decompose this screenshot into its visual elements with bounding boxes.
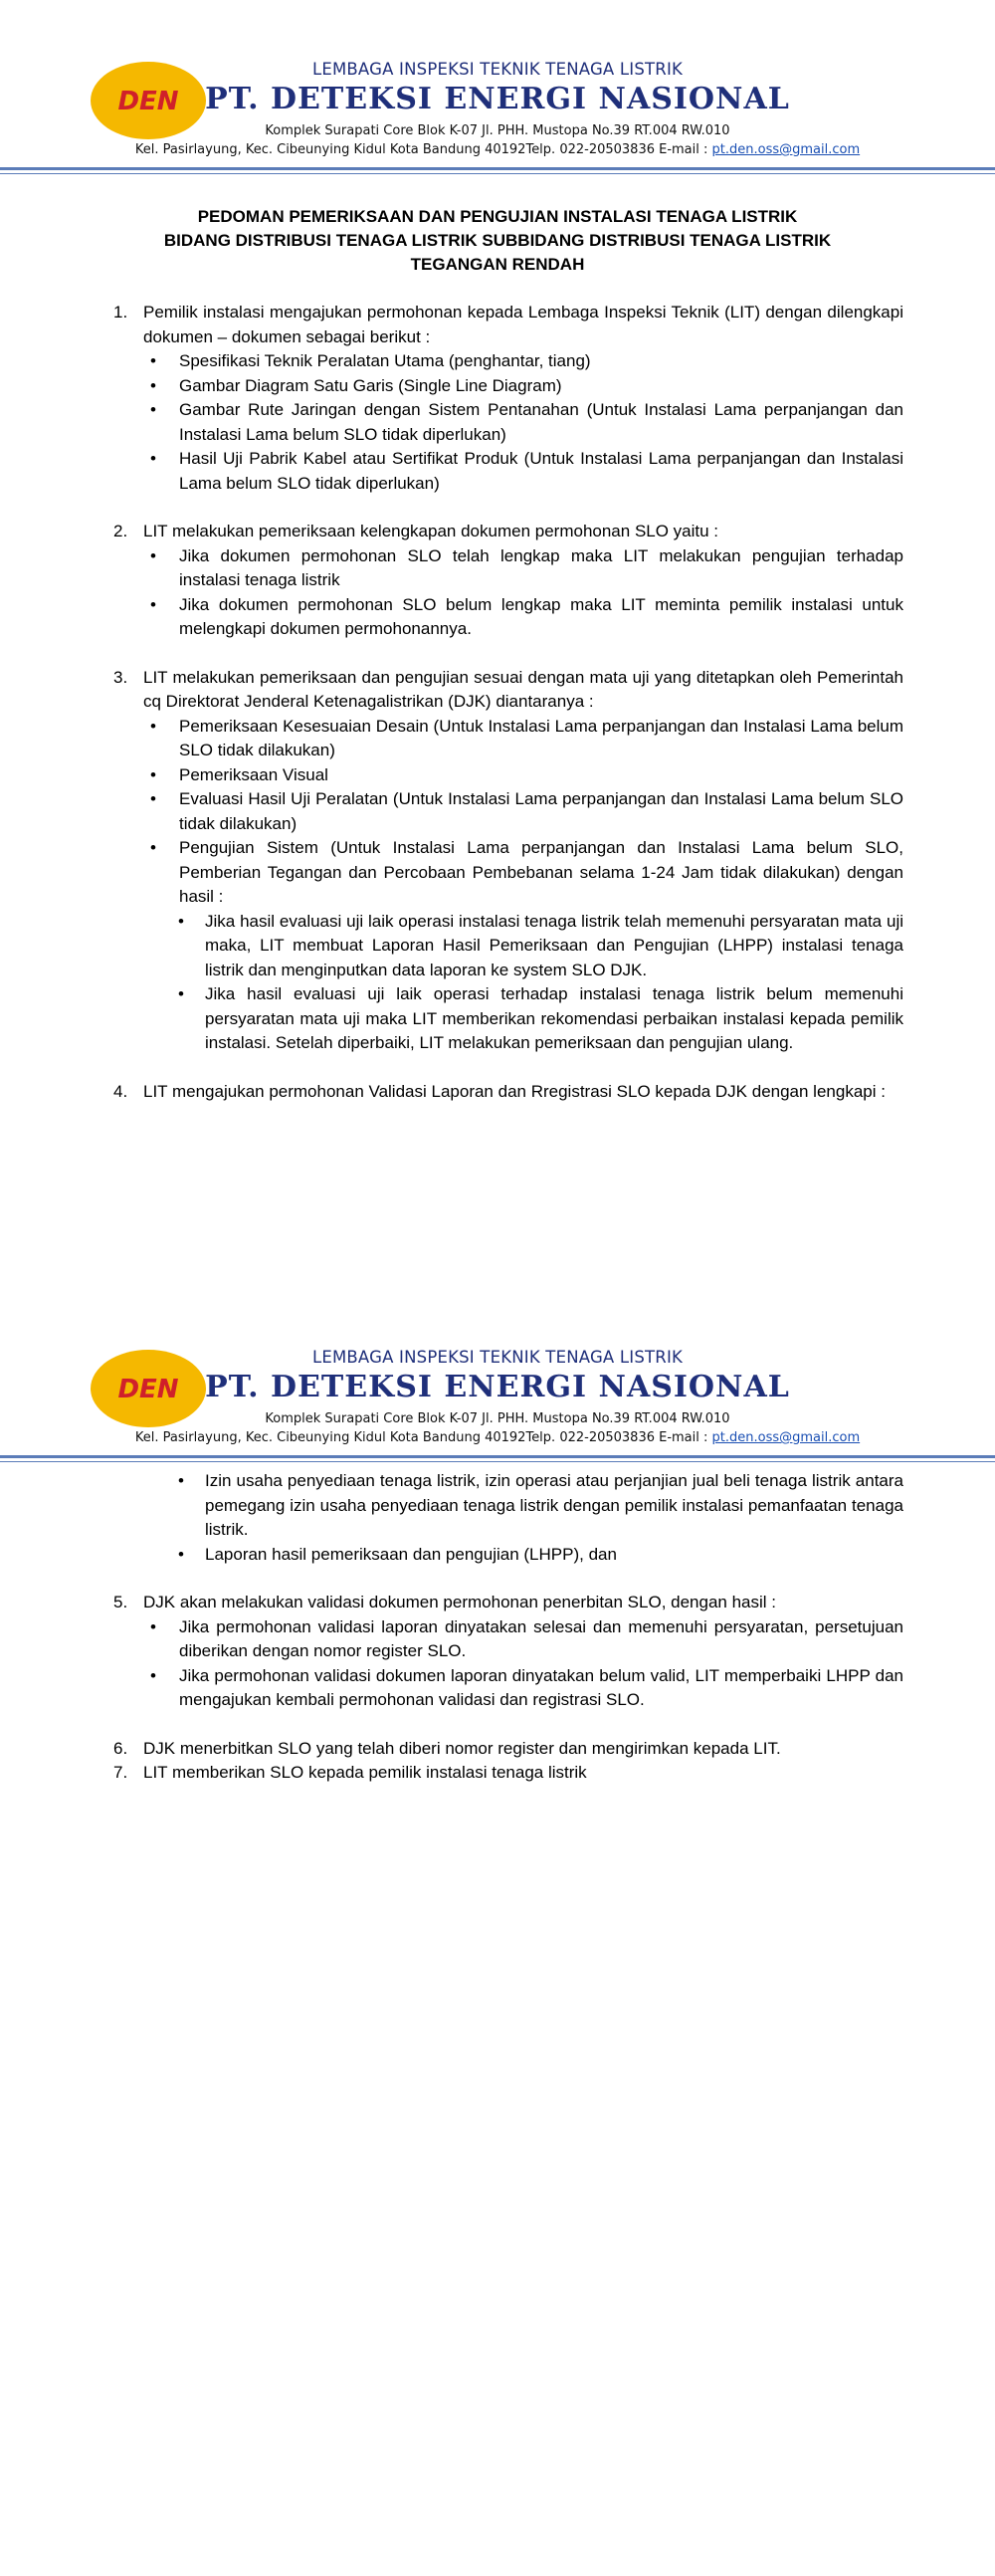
logo-text: DEN: [117, 1375, 179, 1404]
sub-bullet-item: • Jika hasil evaluasi uji laik operasi terhadap instalasi tenaga listrik belum memenuhi persyaratan mata uji maka LIT memberikan rekomendasi perbaikan instalasi kepada pemilik instalasi. Setelah diperbaiki, LIT melakukan pemeriksaan dan pengujian ulang.: [90, 982, 903, 1056]
company-name: PT. DETEKSI ENERGI NASIONAL: [205, 82, 790, 116]
item-text: Pemilik instalasi mengajukan permohonan kepada Lembaga Inspeksi Teknik (LIT) dengan dilengkapi dokumen – dokumen sebagai berikut :: [143, 303, 903, 346]
address-line-1: Komplek Surapati Core Blok K-07 Jl. PHH. Mustopa No.39 RT.004 RW.010: [265, 1411, 730, 1426]
institution-name: LEMBAGA INSPEKSI TEKNIK TENAGA LISTRIK: [311, 60, 684, 79]
bullet-item: • Pengujian Sistem (Untuk Instalasi Lama perpanjangan dan Instalasi Lama belum SLO, Pemberian Tegangan dan Percobaan Pembebanan selama 1-24 Jam tidak dilakukan) dengan hasil :: [90, 836, 903, 910]
bullet-item: • Hasil Uji Pabrik Kabel atau Sertifikat Produk (Untuk Instalasi Lama perpanjangan dan Instalasi Lama belum SLO tidak diperlukan): [90, 447, 903, 496]
item-number: 6.: [113, 1738, 128, 1758]
page-1-content: [90, 301, 903, 1104]
bullet-item: • Spesifikasi Teknik Peralatan Utama (penghantar, tiang): [90, 349, 903, 374]
bullet-item: • Evaluasi Hasil Uji Peralatan (Untuk Instalasi Lama perpanjangan dan Instalasi Lama belum SLO tidak dilakukan): [90, 787, 903, 836]
title-line-1: PEDOMAN PEMERIKSAAN DAN PENGUJIAN INSTALASI TENAGA LISTRIK: [197, 207, 798, 226]
item-number: 1.: [113, 303, 128, 322]
list-item: [90, 1737, 903, 1762]
item-number: 4.: [113, 1081, 128, 1101]
address-text: Kel. Pasirlayung, Kec. Cibeunying Kidul Kota Bandung 40192Telp. 022-20503836 E-mail :: [134, 142, 712, 157]
list-item: [90, 1591, 903, 1615]
list-item: [90, 1761, 903, 1786]
bullet-item: • Jika permohonan validasi laporan dinyatakan selesai dan memenuhi persyaratan, persetujuan diberikan dengan nomor register SLO.: [90, 1615, 903, 1664]
bullet-item: • Jika dokumen permohonan SLO belum lengkap maka LIT meminta pemilik instalasi untuk melengkapi dokumen permohonannya.: [90, 593, 903, 642]
sub-bullet-item: • Jika hasil evaluasi uji laik operasi instalasi tenaga listrik telah memenuhi persyaratan mata uji maka, LIT membuat Laporan Hasil Pemeriksaan dan Pengujian (LHPP) instalasi tenaga listrik dan menginputkan data laporan ke system SLO DJK.: [90, 910, 903, 983]
address-line-1: Komplek Surapati Core Blok K-07 Jl. PHH. Mustopa No.39 RT.004 RW.010: [265, 123, 730, 138]
company-name: PT. DETEKSI ENERGI NASIONAL: [205, 1370, 790, 1404]
page-2-content: [90, 1469, 903, 1786]
bullet-item: • Pemeriksaan Visual: [90, 763, 903, 788]
item-number: 2.: [113, 522, 128, 540]
item-text: LIT melakukan pemeriksaan kelengkapan dokumen permohonan SLO yaitu :: [143, 522, 719, 540]
item-text: LIT melakukan pemeriksaan dan pengujian sesuai dengan mata uji yang ditetapkan oleh Pemerintah cq Direktorat Jenderal Ketenagalistrikan (DJK) diantaranya :: [143, 667, 903, 711]
list-item: [90, 520, 903, 544]
header-divider: [0, 1455, 995, 1458]
email-link[interactable]: pt.den.oss@gmail.com: [711, 1430, 861, 1445]
item-number: 7.: [113, 1763, 128, 1782]
bullet-item: • Jika dokumen permohonan SLO telah lengkap maka LIT melakukan pengujian terhadap instalasi tenaga listrik: [90, 544, 903, 593]
page-2: [0, 1288, 995, 2576]
list-item: [90, 666, 903, 715]
item-text: LIT memberikan SLO kepada pemilik instalasi tenaga listrik: [143, 1763, 587, 1782]
sub-bullet-item: • Laporan hasil pemeriksaan dan pengujian (LHPP), dan: [90, 1543, 903, 1568]
header-divider-thin: [0, 1461, 995, 1462]
institution-name: LEMBAGA INSPEKSI TEKNIK TENAGA LISTRIK: [311, 1348, 684, 1367]
item-number: 3.: [113, 667, 128, 687]
sub-bullet-item: • Izin usaha penyediaan tenaga listrik, izin operasi atau perjanjian jual beli tenaga listrik antara pemegang izin usaha penyediaan tenaga listrik dengan pemilik instalasi pemanfaatan tenaga listrik.: [90, 1469, 903, 1543]
document-title: [100, 205, 896, 277]
bullet-item: • Jika permohonan validasi dokumen laporan dinyatakan belum valid, LIT memperbaiki LHPP dan mengajukan kembali permohonan validasi dan registrasi SLO.: [90, 1664, 903, 1713]
bullet-item: • Pemeriksaan Kesesuaian Desain (Untuk Instalasi Lama perpanjangan dan Instalasi Lama belum SLO tidak dilakukan): [90, 715, 903, 763]
list-item: [90, 1080, 903, 1105]
title-line-3: TEGANGAN RENDAH: [410, 255, 585, 274]
address-text: Kel. Pasirlayung, Kec. Cibeunying Kidul Kota Bandung 40192Telp. 022-20503836 E-mail :: [134, 1430, 712, 1445]
list-item: [90, 301, 903, 349]
item-text: DJK akan melakukan validasi dokumen permohonan penerbitan SLO, dengan hasil :: [143, 1593, 777, 1611]
address-line-2: [0, 142, 995, 157]
bullet-item: • Gambar Rute Jaringan dengan Sistem Pentanahan (Untuk Instalasi Lama perpanjangan dan Instalasi Lama belum SLO tidak diperlukan): [90, 398, 903, 447]
bullet-item: • Gambar Diagram Satu Garis (Single Line Diagram): [90, 374, 903, 399]
logo-text: DEN: [117, 87, 179, 116]
email-link[interactable]: pt.den.oss@gmail.com: [711, 142, 861, 157]
header-divider: [0, 167, 995, 170]
header-divider-thin: [0, 173, 995, 174]
address-line-2: [0, 1430, 995, 1445]
item-text: LIT mengajukan permohonan Validasi Laporan dan Rregistrasi SLO kepada DJK dengan lengkapi :: [143, 1081, 886, 1101]
item-text: DJK menerbitkan SLO yang telah diberi nomor register dan mengirimkan kepada LIT.: [143, 1738, 781, 1758]
item-number: 5.: [113, 1593, 128, 1611]
title-line-2: BIDANG DISTRIBUSI TENAGA LISTRIK SUBBIDANG DISTRIBUSI TENAGA LISTRIK: [163, 231, 832, 250]
